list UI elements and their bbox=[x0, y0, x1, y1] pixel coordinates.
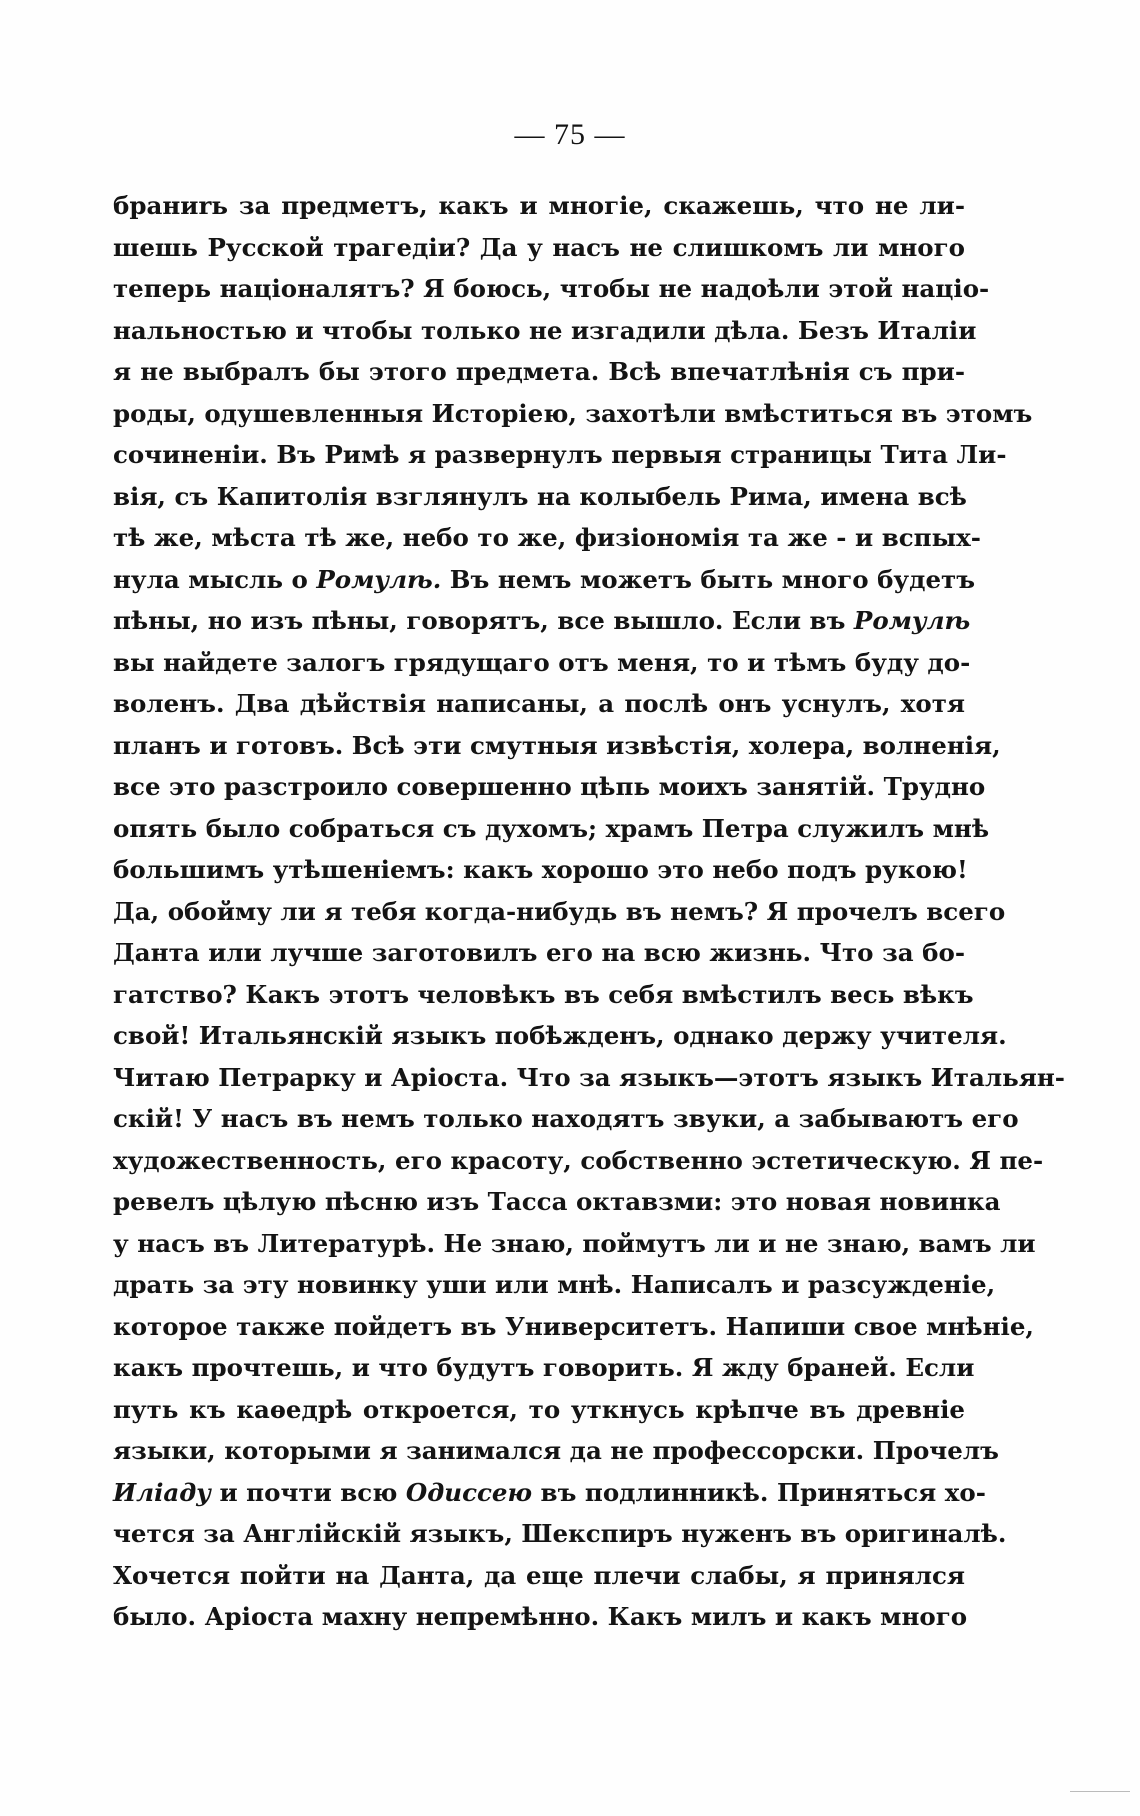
text-segment: скій! У насъ въ немъ только находятъ звуки, а забываютъ его bbox=[113, 1104, 1019, 1133]
body-text bbox=[113, 185, 1065, 1638]
text-segment: нальностью и чтобы только не изгадили дѣла. Безъ Италіи bbox=[113, 315, 977, 345]
text-segment: вы найдете залогъ грядущаго отъ меня, то и тѣмъ буду до- bbox=[113, 647, 971, 677]
italic-title: Одиссею bbox=[405, 1477, 533, 1507]
text-line bbox=[113, 1472, 986, 1514]
italic-title: Иліаду bbox=[113, 1477, 211, 1507]
italic-title: Ромулѣ. bbox=[316, 564, 442, 594]
text-segment: гатство? Какъ этотъ человѣкъ въ себя вмѣстилъ весь вѣкъ bbox=[113, 979, 974, 1009]
text-line bbox=[113, 1596, 968, 1638]
text-segment: чется за Англійскій языкъ, Шекспиръ нуженъ въ оригиналѣ. bbox=[113, 1519, 1007, 1548]
text-line bbox=[113, 1181, 1001, 1223]
text-segment: Данта или лучше заготовилъ его на всю жизнь. Что за бо- bbox=[113, 938, 965, 967]
text-segment: большимъ утѣшеніемъ: какъ хорошо это небо подъ рукою! bbox=[113, 855, 968, 884]
text-line bbox=[113, 683, 965, 725]
text-line bbox=[113, 1223, 1036, 1265]
text-line bbox=[113, 434, 1007, 476]
text-segment: Читаю Петрарку и Аріоста. Что за языкъ—этотъ языкъ Итальян- bbox=[113, 1062, 1065, 1092]
scan-edge-mark bbox=[1070, 1791, 1130, 1792]
text-segment: было. Аріоста махну непремѣнно. Какъ милъ и какъ много bbox=[113, 1602, 968, 1631]
text-segment: сочиненіи. Въ Римѣ я развернулъ первыя страницы Тита Ли- bbox=[113, 440, 1007, 469]
text-line bbox=[113, 185, 965, 227]
text-segment: въ подлинникѣ. Приняться хо- bbox=[532, 1477, 986, 1507]
text-segment: свой! Итальянскій языкъ побѣжденъ, однако держу учителя. bbox=[113, 1021, 1007, 1050]
text-line bbox=[113, 1347, 975, 1389]
text-line bbox=[113, 1140, 1044, 1182]
text-segment: Да, обойму ли я тебя когда-нибудь въ немъ? Я прочелъ всего bbox=[113, 896, 1006, 926]
text-line bbox=[113, 1015, 1007, 1057]
text-line bbox=[113, 1306, 1034, 1348]
text-segment: пѣны, но изъ пѣны, говорятъ, все вышло. Если въ bbox=[113, 606, 854, 635]
text-line bbox=[113, 393, 1033, 435]
page-number: — 75 — bbox=[514, 118, 626, 151]
text-line bbox=[113, 766, 986, 808]
text-line bbox=[113, 351, 965, 393]
italic-title: Ромулѣ bbox=[853, 606, 971, 635]
text-segment: воленъ. Два дѣйствія написаны, а послѣ онъ уснулъ, хотя bbox=[113, 689, 965, 718]
text-line bbox=[113, 476, 965, 518]
text-segment: языки, которыми я занимался да не профессорски. Прочелъ bbox=[113, 1436, 999, 1465]
text-line bbox=[113, 559, 976, 601]
text-line bbox=[113, 974, 974, 1016]
text-line bbox=[113, 310, 977, 352]
text-segment: какъ прочтешь, и что будутъ говорить. Я жду браней. Если bbox=[113, 1353, 975, 1382]
text-line bbox=[113, 227, 965, 269]
text-line bbox=[113, 1430, 999, 1472]
text-segment: планъ и готовъ. Всѣ эти смутныя извѣстія, холера, волненія, bbox=[113, 730, 1001, 760]
text-line bbox=[113, 1264, 996, 1306]
text-segment: драть за эту новинку уши или мнѣ. Написалъ и разсужденіе, bbox=[113, 1270, 996, 1299]
text-segment: тѣ же, мѣста тѣ же, небо то же, физіономія та же - и вспых- bbox=[113, 523, 981, 552]
text-segment: вія, съ Капитолія взглянулъ на колыбель Рима, имена всѣ bbox=[113, 481, 967, 511]
text-segment: и почти всю bbox=[210, 1477, 406, 1507]
text-line bbox=[113, 1513, 1007, 1555]
text-segment: нула мысль о bbox=[113, 564, 317, 594]
text-segment: ревелъ цѣлую пѣсню изъ Тасса октавзми: это новая новинка bbox=[113, 1187, 1001, 1216]
text-line bbox=[113, 1098, 1019, 1140]
text-segment: шешь Русской трагедіи? Да у насъ не слишкомъ ли много bbox=[113, 232, 965, 262]
text-line bbox=[113, 1389, 965, 1431]
text-segment: художественность, его красоту, собственно эстетическую. Я пе- bbox=[113, 1145, 1044, 1175]
text-segment: которое также пойдетъ въ Университетъ. Напиши свое мнѣніе, bbox=[113, 1311, 1034, 1341]
text-segment: теперь націоналятъ? Я боюсь, чтобы не надоѣли этой націо- bbox=[113, 274, 990, 303]
text-segment: все это разстроило совершенно цѣпь моихъ занятій. Трудно bbox=[113, 772, 986, 801]
text-segment: Хочется пойти на Данта, да еще плечи слабы, я принялся bbox=[113, 1560, 965, 1590]
text-segment: я не выбралъ бы этого предмета. Всѣ впечатлѣнія съ при- bbox=[113, 357, 965, 386]
text-line bbox=[113, 1057, 1065, 1099]
text-segment: браниrь за предметъ, какъ и многіе, скажешь, что не ли- bbox=[113, 191, 965, 220]
text-line bbox=[113, 808, 990, 850]
text-line bbox=[113, 891, 1006, 933]
text-segment: Въ немъ можетъ быть много будетъ bbox=[441, 564, 976, 594]
text-segment: у насъ въ Литературѣ. Не знаю, поймутъ ли и не знаю, вамъ ли bbox=[113, 1228, 1036, 1258]
text-line bbox=[113, 642, 971, 684]
text-line bbox=[113, 268, 990, 310]
text-line bbox=[113, 849, 968, 891]
text-line bbox=[113, 600, 971, 642]
text-line bbox=[113, 932, 965, 974]
text-segment: путь къ каѳедрѣ откроется, то уткнусь крѣпче въ древніе bbox=[113, 1394, 965, 1424]
text-line bbox=[113, 1555, 965, 1597]
text-segment: роды, одушевленныя Исторіею, захотѣли вмѣститься въ этомъ bbox=[113, 398, 1033, 428]
text-line bbox=[113, 725, 1001, 767]
text-segment: опять было собраться съ духомъ; храмъ Петра служилъ мнѣ bbox=[113, 813, 990, 843]
text-line bbox=[113, 517, 981, 559]
